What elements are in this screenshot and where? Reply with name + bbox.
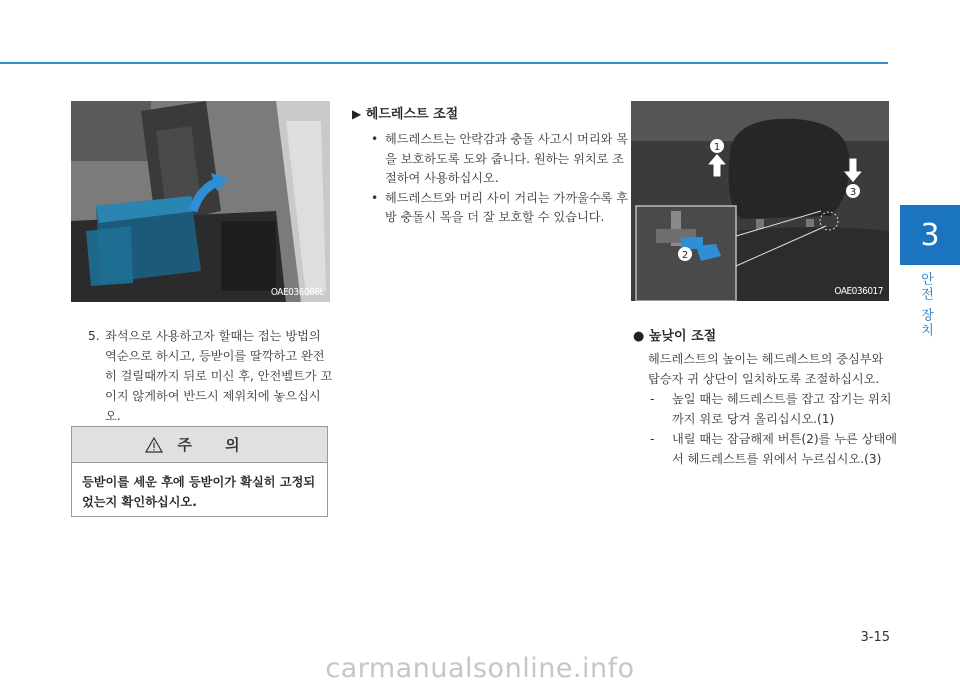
figure-rear-seat (71, 101, 330, 302)
height-intro: 헤드레스트의 높이는 헤드레스트의 중심부와 탑승자 귀 상단이 일치하도록 조절하십시오. (648, 352, 884, 386)
height-body (648, 349, 898, 469)
headrest-bullets (369, 130, 631, 228)
warning-triangle-icon (145, 437, 163, 453)
chapter-number: 3 (920, 217, 940, 253)
figure-headrest (631, 101, 889, 301)
list-item: - 내릴 때는 잠금해제 버튼(2)를 누른 상태에서 헤드레스트를 위에서 누르십시오.(3) (650, 432, 898, 466)
caution-text: 등받이를 세운 후에 등받이가 확실히 고정되었는지 확인하십시오. (82, 475, 316, 509)
triangle-marker-icon: ▶ (352, 107, 362, 121)
chapter-title: 안전 장치 (918, 272, 933, 339)
chapter-tab[interactable] (900, 205, 960, 265)
list-item: • 헤드레스트는 안락감과 충돌 사고시 머리와 목을 보호하도록 도와 줍니다. 원하는 위치로 조절하여 사용하십시오. (371, 132, 629, 185)
page-number: 3-15 (860, 630, 890, 645)
caution-box (71, 426, 328, 517)
rear-seat-illustration (71, 101, 330, 302)
headrest-illustration (631, 101, 889, 301)
marker-3: 3 (849, 187, 857, 198)
marker-1: 1 (713, 142, 721, 153)
list-item: • 헤드레스트와 머리 사이 거리는 가까울수록 후방 충돌시 목을 더 잘 보호할 수 있습니다. (371, 190, 629, 224)
height-title: 높낮이 조절 (648, 329, 717, 344)
figure1-code: OAE036066L (270, 287, 324, 298)
step-5 (88, 326, 333, 426)
headrest-heading (352, 103, 458, 122)
watermark: carmanualsonline.info (325, 653, 635, 684)
top-rule (0, 62, 888, 64)
marker-2: 2 (681, 250, 689, 261)
headrest-title: 헤드레스트 조절 (365, 107, 459, 122)
step-5-text: 좌석으로 사용하고자 할때는 접는 방법의 역순으로 하시고, 등받이를 딸깍하고 완전히 걸릴때까지 뒤로 미신 후, 안전벨트가 꼬이지 않게하여 반드시 제위치에 놓으십시오. (105, 329, 333, 423)
figure2-code: OAE036017 (834, 286, 883, 297)
caution-title: 주 의 (177, 436, 254, 454)
caution-header (72, 427, 327, 463)
list-item: - 높일 때는 헤드레스트를 잡고 잡기는 위치까지 위로 당겨 올리십시오.(1) (650, 392, 892, 426)
height-heading (633, 325, 716, 344)
step-5-number: 5. (88, 329, 100, 343)
bullet-marker-icon: ● (633, 329, 645, 344)
